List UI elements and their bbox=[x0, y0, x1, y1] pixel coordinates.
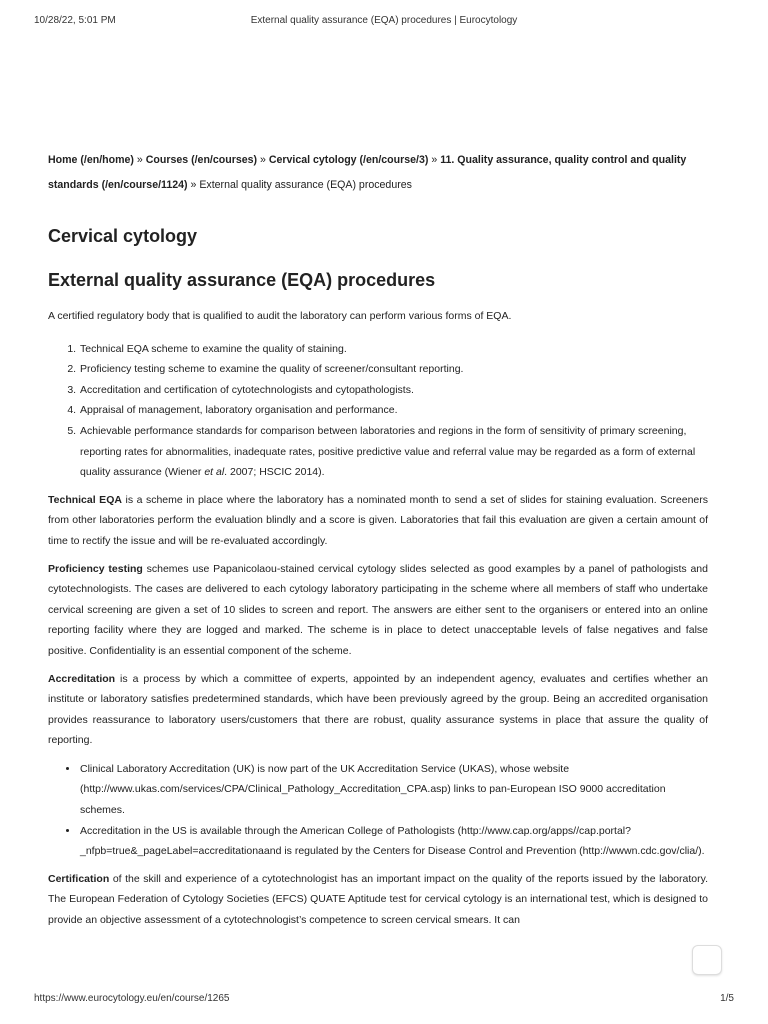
accreditation-text: is a process by which a committee of experts, appointed by an independent agency, evaluates and certifies whether an institute or laboratory satisfies predetermined standards, which have been previously agreed by the group. Being an accredited organisation provides reassurance to laboratory users/customers that there are robust, quality assurance systems in place that assure the quality of reporting. bbox=[48, 672, 708, 747]
print-footer bbox=[34, 992, 734, 1006]
eqa-forms-list bbox=[48, 339, 708, 483]
breadcrumb-courses-link[interactable]: Courses (/en/courses) bbox=[145, 154, 258, 166]
certification-text: of the skill and experience of a cytotechnologist has an important impact on the quality of the reports issued by the laboratory. The European Federation of Cytology Societies (EFCS) QUATE Aptitude test for cervical cytology is an international test, which is designed to provide an objective assessment of a cytotechnologist’s competence to screen cervical smears. It can bbox=[48, 872, 708, 927]
breadcrumb-separator: » bbox=[431, 154, 438, 166]
page-title: External quality assurance (EQA) procedures bbox=[48, 270, 436, 290]
list-item-text: Achievable performance standards for comparison between laboratories and regions in the form of sensitivity of primary screening, reporting rates for abnormalities, inadequate rates, positive predictive value and referral value may be regarded as a form of external quality assurance (Wiener bbox=[80, 424, 696, 479]
breadcrumb-current: External quality assurance (EQA) procedures bbox=[199, 179, 412, 191]
technical-eqa-term: Technical EQA bbox=[48, 493, 122, 506]
print-page-title: External quality assurance (EQA) procedures | Eurocytology bbox=[250, 15, 518, 26]
accreditation-bullets bbox=[48, 759, 708, 862]
breadcrumb-separator: » bbox=[259, 154, 266, 166]
list-item: 4. Appraisal of management, laboratory organisation and performance. bbox=[79, 400, 708, 421]
list-item: 3. Accreditation and certification of cytotechnologists and cytopathologists. bbox=[79, 380, 708, 401]
floating-widget-button[interactable] bbox=[692, 945, 722, 975]
proficiency-testing-term: Proficiency testing bbox=[48, 562, 143, 575]
print-url: https://www.eurocytology.eu/en/course/1265 bbox=[34, 993, 230, 1004]
print-page-number: 1/5 bbox=[720, 993, 734, 1004]
accreditation-paragraph bbox=[48, 669, 708, 751]
breadcrumb-home-link[interactable]: Home (/en/home) bbox=[48, 154, 134, 166]
technical-eqa-paragraph bbox=[48, 490, 708, 552]
list-item bbox=[79, 421, 708, 483]
list-item: 2. Proficiency testing scheme to examine the quality of screener/consultant reporting. bbox=[79, 359, 708, 380]
certification-paragraph bbox=[48, 869, 708, 931]
main-content bbox=[48, 148, 708, 931]
intro-paragraph: A certified regulatory body that is qualified to audit the laboratory can perform various forms of EQA. bbox=[48, 310, 512, 322]
course-title: Cervical cytology bbox=[48, 226, 198, 246]
proficiency-testing-text: schemes use Papanicolaou-stained cervical cytology slides selected as good examples by a panel of pathologists and cytotechnologists. The cases are delivered to each cytology laboratory participating in the scheme where all members of staff who undertake cervical screening are given a set of 10 slides to screen and report. The answers are either sent to the organisers or entered into an online reporting facility where they are logged and marked. The scheme is in place to detect unacceptable levels of false negatives and false positive. Confidentiality is an essential component of the scheme. bbox=[48, 562, 708, 657]
list-item-text: . 2007; HSCIC 2014). bbox=[224, 466, 325, 479]
technical-eqa-text: is a scheme in place where the laboratory has a nominated month to send a set of slides for staining evaluation. Screeners from other laboratories perform the evaluation blindly and a score is given. Laboratories that fail this evaluation are given a certain amount of time to rectify the issue and will be re-evaluated accordingly. bbox=[48, 493, 709, 547]
breadcrumb-separator: » bbox=[136, 154, 143, 166]
print-header bbox=[34, 14, 734, 28]
breadcrumb-cervical-cytology-link[interactable]: Cervical cytology (/en/course/3) bbox=[268, 154, 429, 166]
print-datetime: 10/28/22, 5:01 PM bbox=[34, 15, 116, 26]
accreditation-term: Accreditation bbox=[48, 672, 116, 685]
list-item: 1. Technical EQA scheme to examine the quality of staining. bbox=[79, 339, 708, 360]
list-item: • Clinical Laboratory Accreditation (UK) is now part of the UK Accreditation Service (UKAS), whose website (http://www.ukas.com/services/CPA/Clinical_Pathology_Accreditation_CPA.asp) links to pan-European ISO 9000 accreditation schemes. bbox=[79, 759, 708, 821]
proficiency-testing-paragraph bbox=[48, 559, 708, 662]
list-item: • Accreditation in the US is available through the American College of Pathologists (http://www.cap.org/apps//cap.portal?_nfpb=true&_pageLabel=accreditationaand is regulated by the Centers for Disease Control and Prevention (http://wwwn.cdc.gov/clia/). bbox=[79, 821, 708, 862]
breadcrumb bbox=[48, 148, 708, 198]
breadcrumb-quality-assurance-link[interactable]: 11. Quality assurance, quality control and quality standards (/en/course/1124) bbox=[48, 154, 687, 191]
list-item-italic: et al bbox=[204, 466, 225, 479]
breadcrumb-separator: » bbox=[190, 179, 197, 191]
certification-term: Certification bbox=[48, 872, 110, 885]
